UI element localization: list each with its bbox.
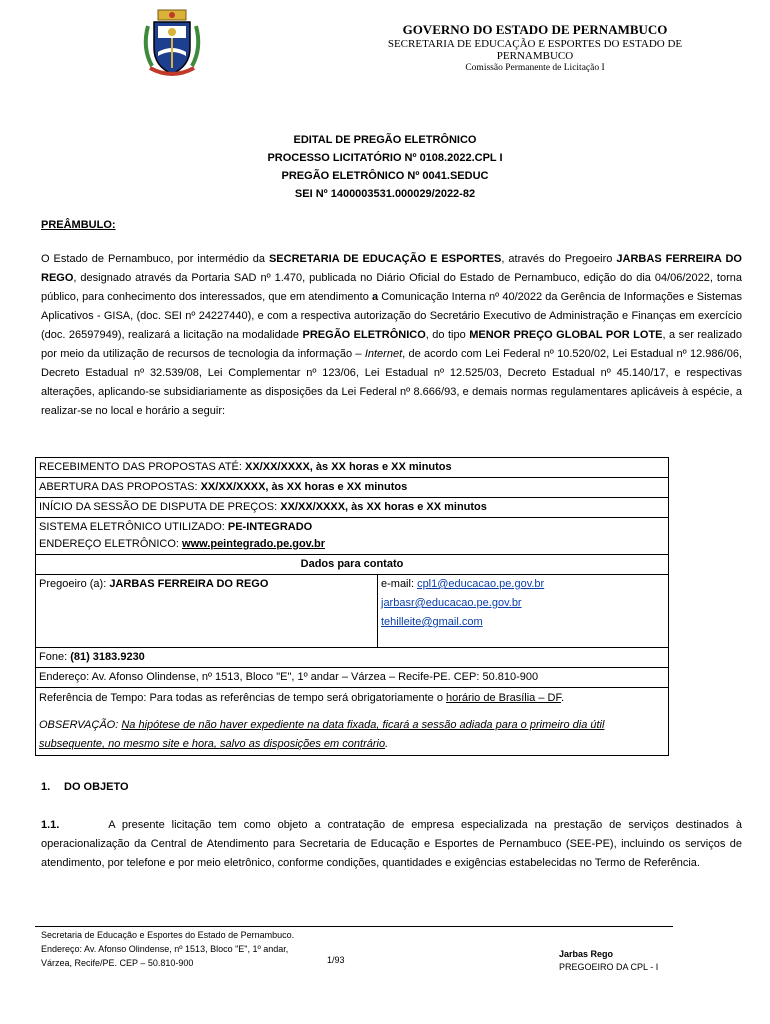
header-government-title: GOVERNO DO ESTADO DE PERNAMBUCO [402, 22, 668, 37]
table-row: RECEBIMENTO DAS PROPOSTAS ATÉ: XX/XX/XXXX, às XX horas e XX minutos [36, 458, 669, 478]
peintegrado-link[interactable]: www.peintegrado.pe.gov.br [182, 538, 326, 550]
header-commission: Comissão Permanente de Licitação I [465, 63, 605, 73]
header-secretariat: SECRETARIA DE EDUCAÇÃO E ESPORTES DO ESTADO DE PERNAMBUCO [387, 38, 683, 62]
title-sei: SEI Nº 1400003531.000029/2022-82 [294, 188, 476, 200]
email-link-tehilleite[interactable]: tehilleite@gmail.com [381, 616, 483, 628]
preamble-heading: PREÂMBULO: [41, 219, 116, 231]
title-processo: PROCESSO LICITATÓRIO Nº 0108.2022.CPL I [267, 152, 503, 164]
title-pregao: PREGÃO ELETRÔNICO Nº 0041.SEDUC [281, 170, 489, 182]
footer-address: Secretaria de Educação e Esportes do Estado de Pernambuco. Endereço: Av. Afonso Olindense, nº 1513, Bloco "E", 1º andar, Várzea, Recife/PE. CEP – 50.810-900 [41, 930, 295, 968]
table-row: Fone: (81) 3183.9230 [36, 648, 669, 668]
table-row: ABERTURA DAS PROPOSTAS: XX/XX/XXXX, às XX horas e XX minutos [36, 478, 669, 498]
preamble-paragraph: O Estado de Pernambuco, por intermédio da SECRETARIA DE EDUCAÇÃO E ESPORTES, através do Pregoeiro JARBAS FERREIRA DO REGO, designado através da Portaria SAD nº 1.470, publicada no Diário Oficial do Estado de Pernambuco, edição do dia 04/06/2022, torna público, para conhecimento dos interessados, que em atendimento a Comunicação Interna nº 40/2022 da Gerência de Informações e Sistemas Aplicativos - GISA, (doc. SEI nº 24227440), e com a respectiva autorização do Secretário Executivo de Administração e Finanças em exercício (doc. 26597949), realizará a licitação na modalidade PREGÃO ELETRÔNICO, do tipo MENOR PREÇO GLOBAL POR LOTE, a ser realizado por meio da utilização de recursos de tecnologia da informação – Internet, de acordo com Lei Federal nº 10.520/02, Lei Estadual nº 12.986/06, Decreto Estadual nº 32.539/08, Lei Complementar nº 123/06, Lei Estadual nº 12.525/03, Decreto Estadual nº 45.140/17, e respectivas alterações, aplicando-se subsidiariamente as disposições da Lei Federal nº 8.666/93, e demais normas regulamentares aplicáveis à espécie, a realizar-se no local e horário a seguir: [41, 253, 742, 417]
table-row [36, 555, 669, 575]
object-paragraph: 1.1. A presente licitação tem como objeto a contratação de empresa especializada na prestação de serviços destinados à operacionalização da Central de Atendimento para Secretaria de Educação e Esportes de Pernambuco (SEE-PE), incluindo os serviços de atendimento, por telefone e por meio eletrônico, conforme condições, quantidades e exigências estabelecidas no Termo de Referência. [41, 819, 742, 869]
email-link-cpl1[interactable]: cpl1@educacao.pe.gov.br [417, 578, 545, 590]
footer-divider [35, 926, 673, 927]
signature-name: Jarbas Rego [559, 949, 614, 959]
title-edital: EDITAL DE PREGÃO ELETRÔNICO [293, 134, 477, 146]
pernambuco-coat-of-arms-icon [138, 8, 206, 80]
signature-role: PREGOEIRO DA CPL - I [559, 962, 659, 972]
email-link-jarbasr[interactable]: jarbasr@educacao.pe.gov.br [381, 597, 522, 609]
table-row: Referência de Tempo: Para todas as referências de tempo será obrigatoriamente o horário de Brasília – DF. OBSERVAÇÃO: Na hipótese de não haver expediente na data fixada, ficará a sessão adiada para o primeiro dia útil subsequente, no mesmo site e hora, salvo as disposições em contrário. [36, 688, 669, 756]
table-row: SISTEMA ELETRÔNICO UTILIZADO: PE-INTEGRADO ENDEREÇO ELETRÔNICO: www.peintegrado.pe.gov.br [36, 518, 669, 555]
table-row: INÍCIO DA SESSÃO DE DISPUTA DE PREÇOS: XX/XX/XXXX, às XX horas e XX minutos [36, 498, 669, 518]
contact-header: Dados para contato [36, 555, 669, 575]
page-number: 1/93 [327, 955, 345, 965]
section-heading: 1. DO OBJETO [41, 781, 129, 793]
schedule-table [35, 457, 669, 756]
table-row [36, 668, 669, 688]
table-row: Pregoeiro (a): JARBAS FERREIRA DO REGO e-mail: cpl1@educacao.pe.gov.br jarbasr@educacao.pe.gov.br tehilleite@gmail.com [36, 575, 669, 648]
address-cell: Endereço: Av. Afonso Olindense, nº 1513, Bloco "E", 1º andar – Várzea – Recife-PE. CEP: 50.810-900 [36, 668, 669, 688]
